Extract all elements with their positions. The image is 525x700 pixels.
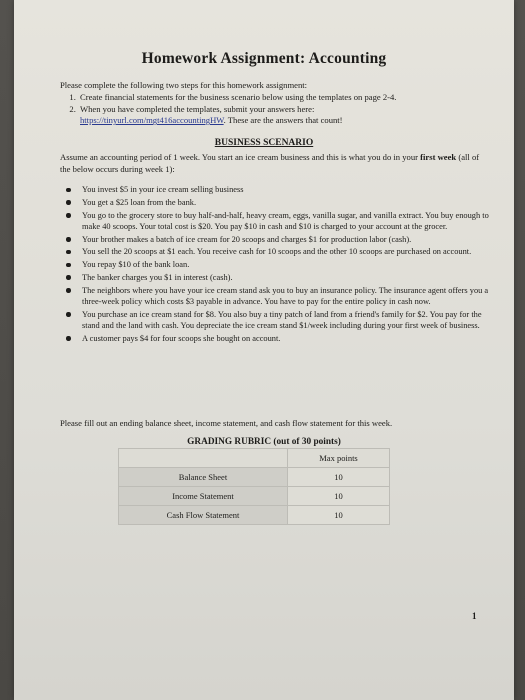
scenario-bullets: [60, 184, 494, 346]
page-number: 1: [472, 611, 477, 621]
scenario-heading: BUSINESS SCENARIO: [214, 138, 314, 148]
step-item: 1. Create financial statements for the business scenario below using the templates on page 2-4.: [78, 92, 498, 104]
document-page: [14, 0, 514, 700]
page-title: Homework Assignment: Accounting: [141, 50, 387, 67]
rubric-item-points: 10: [288, 506, 390, 525]
bullet-item: A customer pays $4 for four scoops she bought on account.: [82, 333, 494, 344]
rubric-table: [118, 448, 390, 525]
closing-instruction: Please fill out an ending balance sheet, income statement, and cash flow statement for this week.: [60, 418, 393, 428]
scenario-intro: [60, 152, 480, 175]
steps-list: [60, 92, 498, 127]
bullet-item: You get a $25 loan from the bank.: [82, 197, 494, 208]
bullet-item: You sell the 20 scoops at $1 each. You receive cash for 10 scoops and the other 10 scoops are purchased on account.: [82, 246, 494, 257]
bullet-item: The banker charges you $1 in interest (cash).: [82, 272, 494, 283]
bullet-item: You repay $10 of the bank loan.: [82, 259, 494, 270]
scenario-intro-bold: first week: [420, 152, 457, 162]
step-text: When you have completed the templates, submit your answers here:: [80, 103, 315, 114]
rubric-header-blank: [119, 449, 288, 468]
table-row: [119, 468, 390, 487]
scenario-intro-b: (all of the below occurs during week 1):: [60, 152, 480, 174]
rubric-item-name: Income Statement: [119, 487, 288, 506]
submission-link[interactable]: https://tinyurl.com/mgt416accountingHW: [80, 115, 224, 126]
rubric-header-row: [119, 449, 390, 468]
rubric-item-name: Cash Flow Statement: [119, 506, 288, 525]
step-item: [78, 104, 498, 127]
intro-text: Please complete the following two steps for this homework assignment:: [60, 80, 308, 90]
rubric-header-points: Max points: [288, 449, 390, 468]
table-row: [119, 506, 390, 525]
bullet-item: Your brother makes a batch of ice cream for 20 scoops and charges $1 for production labor (cash).: [82, 234, 494, 245]
bullet-item: You go to the grocery store to buy half-and-half, heavy cream, eggs, vanilla sugar, and vanilla extract. You buy enough to make 40 scoops. Your total cost is $20. You pay $10 in cash and $10 is charged to your account at the grocer.: [82, 210, 494, 232]
bullet-item: You invest $5 in your ice cream selling business: [82, 184, 494, 195]
rubric-item-name: Balance Sheet: [119, 468, 288, 487]
scenario-intro-a: Assume an accounting period of 1 week. You start an ice cream business and this is what you do in your: [60, 152, 421, 162]
rubric-item-points: 10: [288, 487, 390, 506]
bullet-item: You purchase an ice cream stand for $8. You also buy a tiny patch of land from a friend's family for $2. You pay for the stand and the land with cash. You depreciate the ice cream stand $1/week including during your first week of business.: [82, 309, 494, 331]
link-suffix: . These are the answers that count!: [223, 115, 343, 126]
table-row: [119, 487, 390, 506]
rubric-item-points: 10: [288, 468, 390, 487]
rubric-title: GRADING RUBRIC (out of 30 points): [187, 437, 341, 447]
bullet-item: The neighbors where you have your ice cream stand ask you to buy an insurance policy. The insurance agent offers you a three-week policy which costs $3 payable in advance. You have to pay for the entire policy in cash now.: [82, 285, 494, 307]
